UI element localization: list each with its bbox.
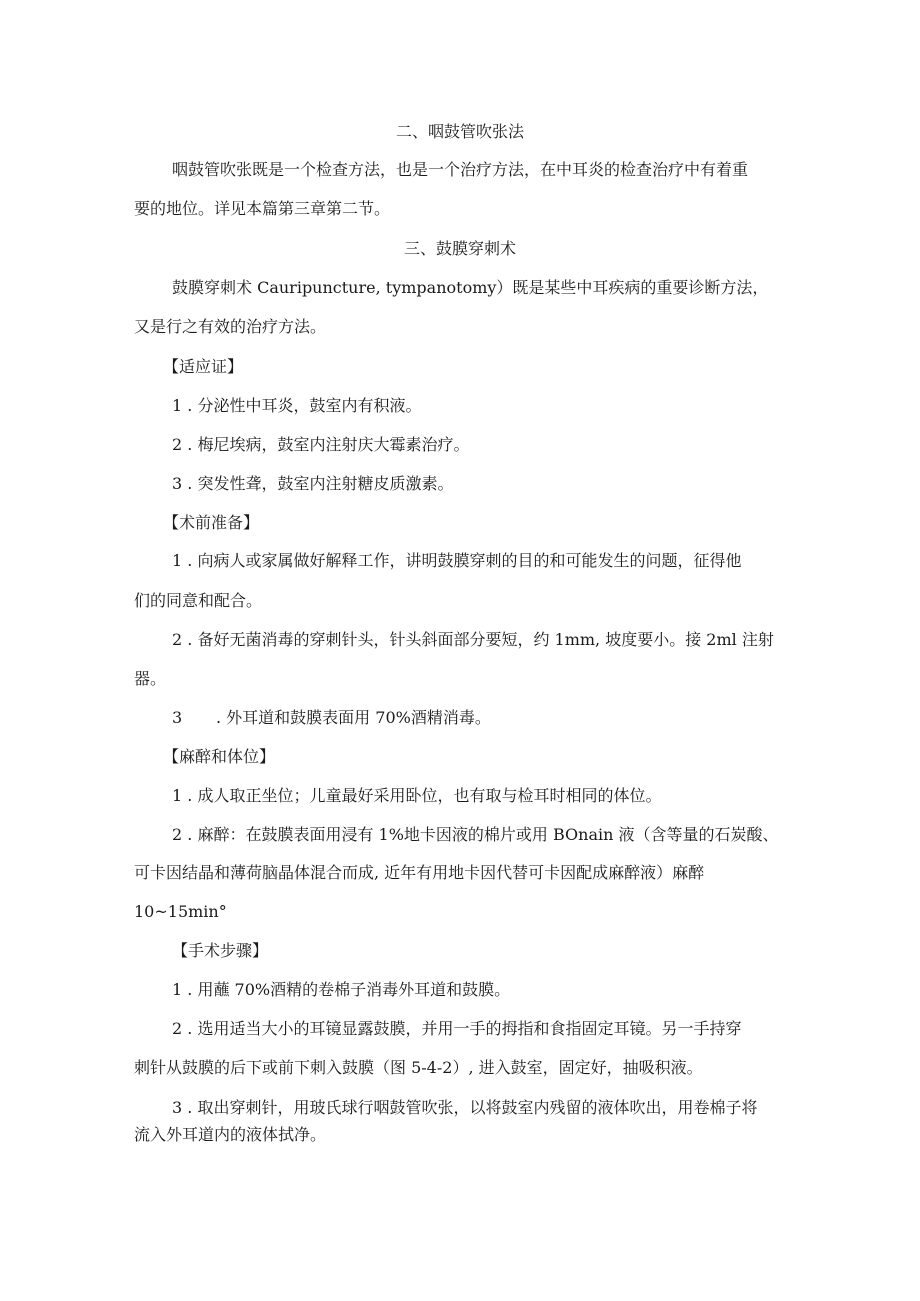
list-item: 1 . 成人取正坐位；儿童最好采用卧位，也有取与检耳时相同的体位。 bbox=[172, 786, 662, 805]
list-item-continuation: 们的同意和配合。 bbox=[134, 591, 263, 610]
list-item: 3 . 突发性聋，鼓室内注射糖皮质激素。 bbox=[172, 474, 454, 493]
list-item: 2 . 梅尼埃病，鼓室内注射庆大霉素治疗。 bbox=[172, 435, 470, 454]
subheading-procedure: 【手术步骤】 bbox=[172, 941, 269, 960]
list-item-continuation: 器。 bbox=[134, 669, 167, 688]
section-heading-tympanocentesis: 三、鼓膜穿刺术 bbox=[403, 239, 516, 258]
list-item: 3 . 取出穿刺针，用玻氏球行咽鼓管吹张，以将鼓室内残留的液体吹出，用卷棉子将 bbox=[172, 1098, 758, 1117]
list-item: . 外耳道和鼓膜表面用 70%酒精消毒。 bbox=[216, 708, 491, 727]
list-item: 1 . 向病人或家属做好解释工作，讲明鼓膜穿刺的目的和可能发生的问题，征得他 bbox=[172, 551, 742, 570]
paragraph-line: 鼓膜穿刺术 Cauripuncture, tympanotomy）既是某些中耳疾病的重要诊断方法， bbox=[172, 278, 769, 297]
list-item-continuation: 刺针从鼓膜的后下或前下刺入鼓膜（图 5-4-2）, 进入鼓室，固定好，抽吸积液。 bbox=[134, 1058, 703, 1077]
paragraph-line: 要的地位。详见本篇第三章第二节。 bbox=[134, 199, 391, 218]
list-item-continuation: 流入外耳道内的液体拭净。 bbox=[134, 1125, 327, 1144]
list-item-continuation: 10~15min° bbox=[134, 902, 227, 921]
section-heading-tube-inflation: 二、咽鼓管吹张法 bbox=[395, 122, 524, 141]
list-item: 1 . 用蘸 70%酒精的卷棉子消毒外耳道和鼓膜。 bbox=[172, 980, 511, 999]
subheading-preop: 【术前准备】 bbox=[163, 513, 260, 532]
subheading-anesthesia: 【麻醉和体位】 bbox=[163, 747, 276, 766]
list-item: 2 . 麻醉：在鼓膜表面用浸有 1%地卡因液的棉片或用 BOnain 液（含等量的石炭酸、 bbox=[172, 825, 779, 844]
list-item: 1 . 分泌性中耳炎，鼓室内有积液。 bbox=[172, 396, 422, 415]
subheading-indications: 【适应证】 bbox=[163, 357, 244, 376]
paragraph-line: 咽鼓管吹张既是一个检查方法，也是一个治疗方法，在中耳炎的检查治疗中有着重 bbox=[172, 160, 749, 179]
list-item-continuation: 可卡因结晶和薄荷脑晶体混合而成, 近年有用地卡因代替可卡因配成麻醉液）麻醉 bbox=[134, 863, 705, 882]
list-item: 2 . 选用适当大小的耳镜显露鼓膜，并用一手的拇指和食指固定耳镜。另一手持穿 bbox=[172, 1019, 742, 1038]
list-item-number: 3 bbox=[172, 708, 183, 727]
list-item: 2 . 备好无菌消毒的穿刺针头，针头斜面部分要短，约 1mm, 坡度要小。接 2ml 注射 bbox=[172, 630, 774, 649]
paragraph-line: 又是行之有效的治疗方法。 bbox=[134, 317, 327, 336]
